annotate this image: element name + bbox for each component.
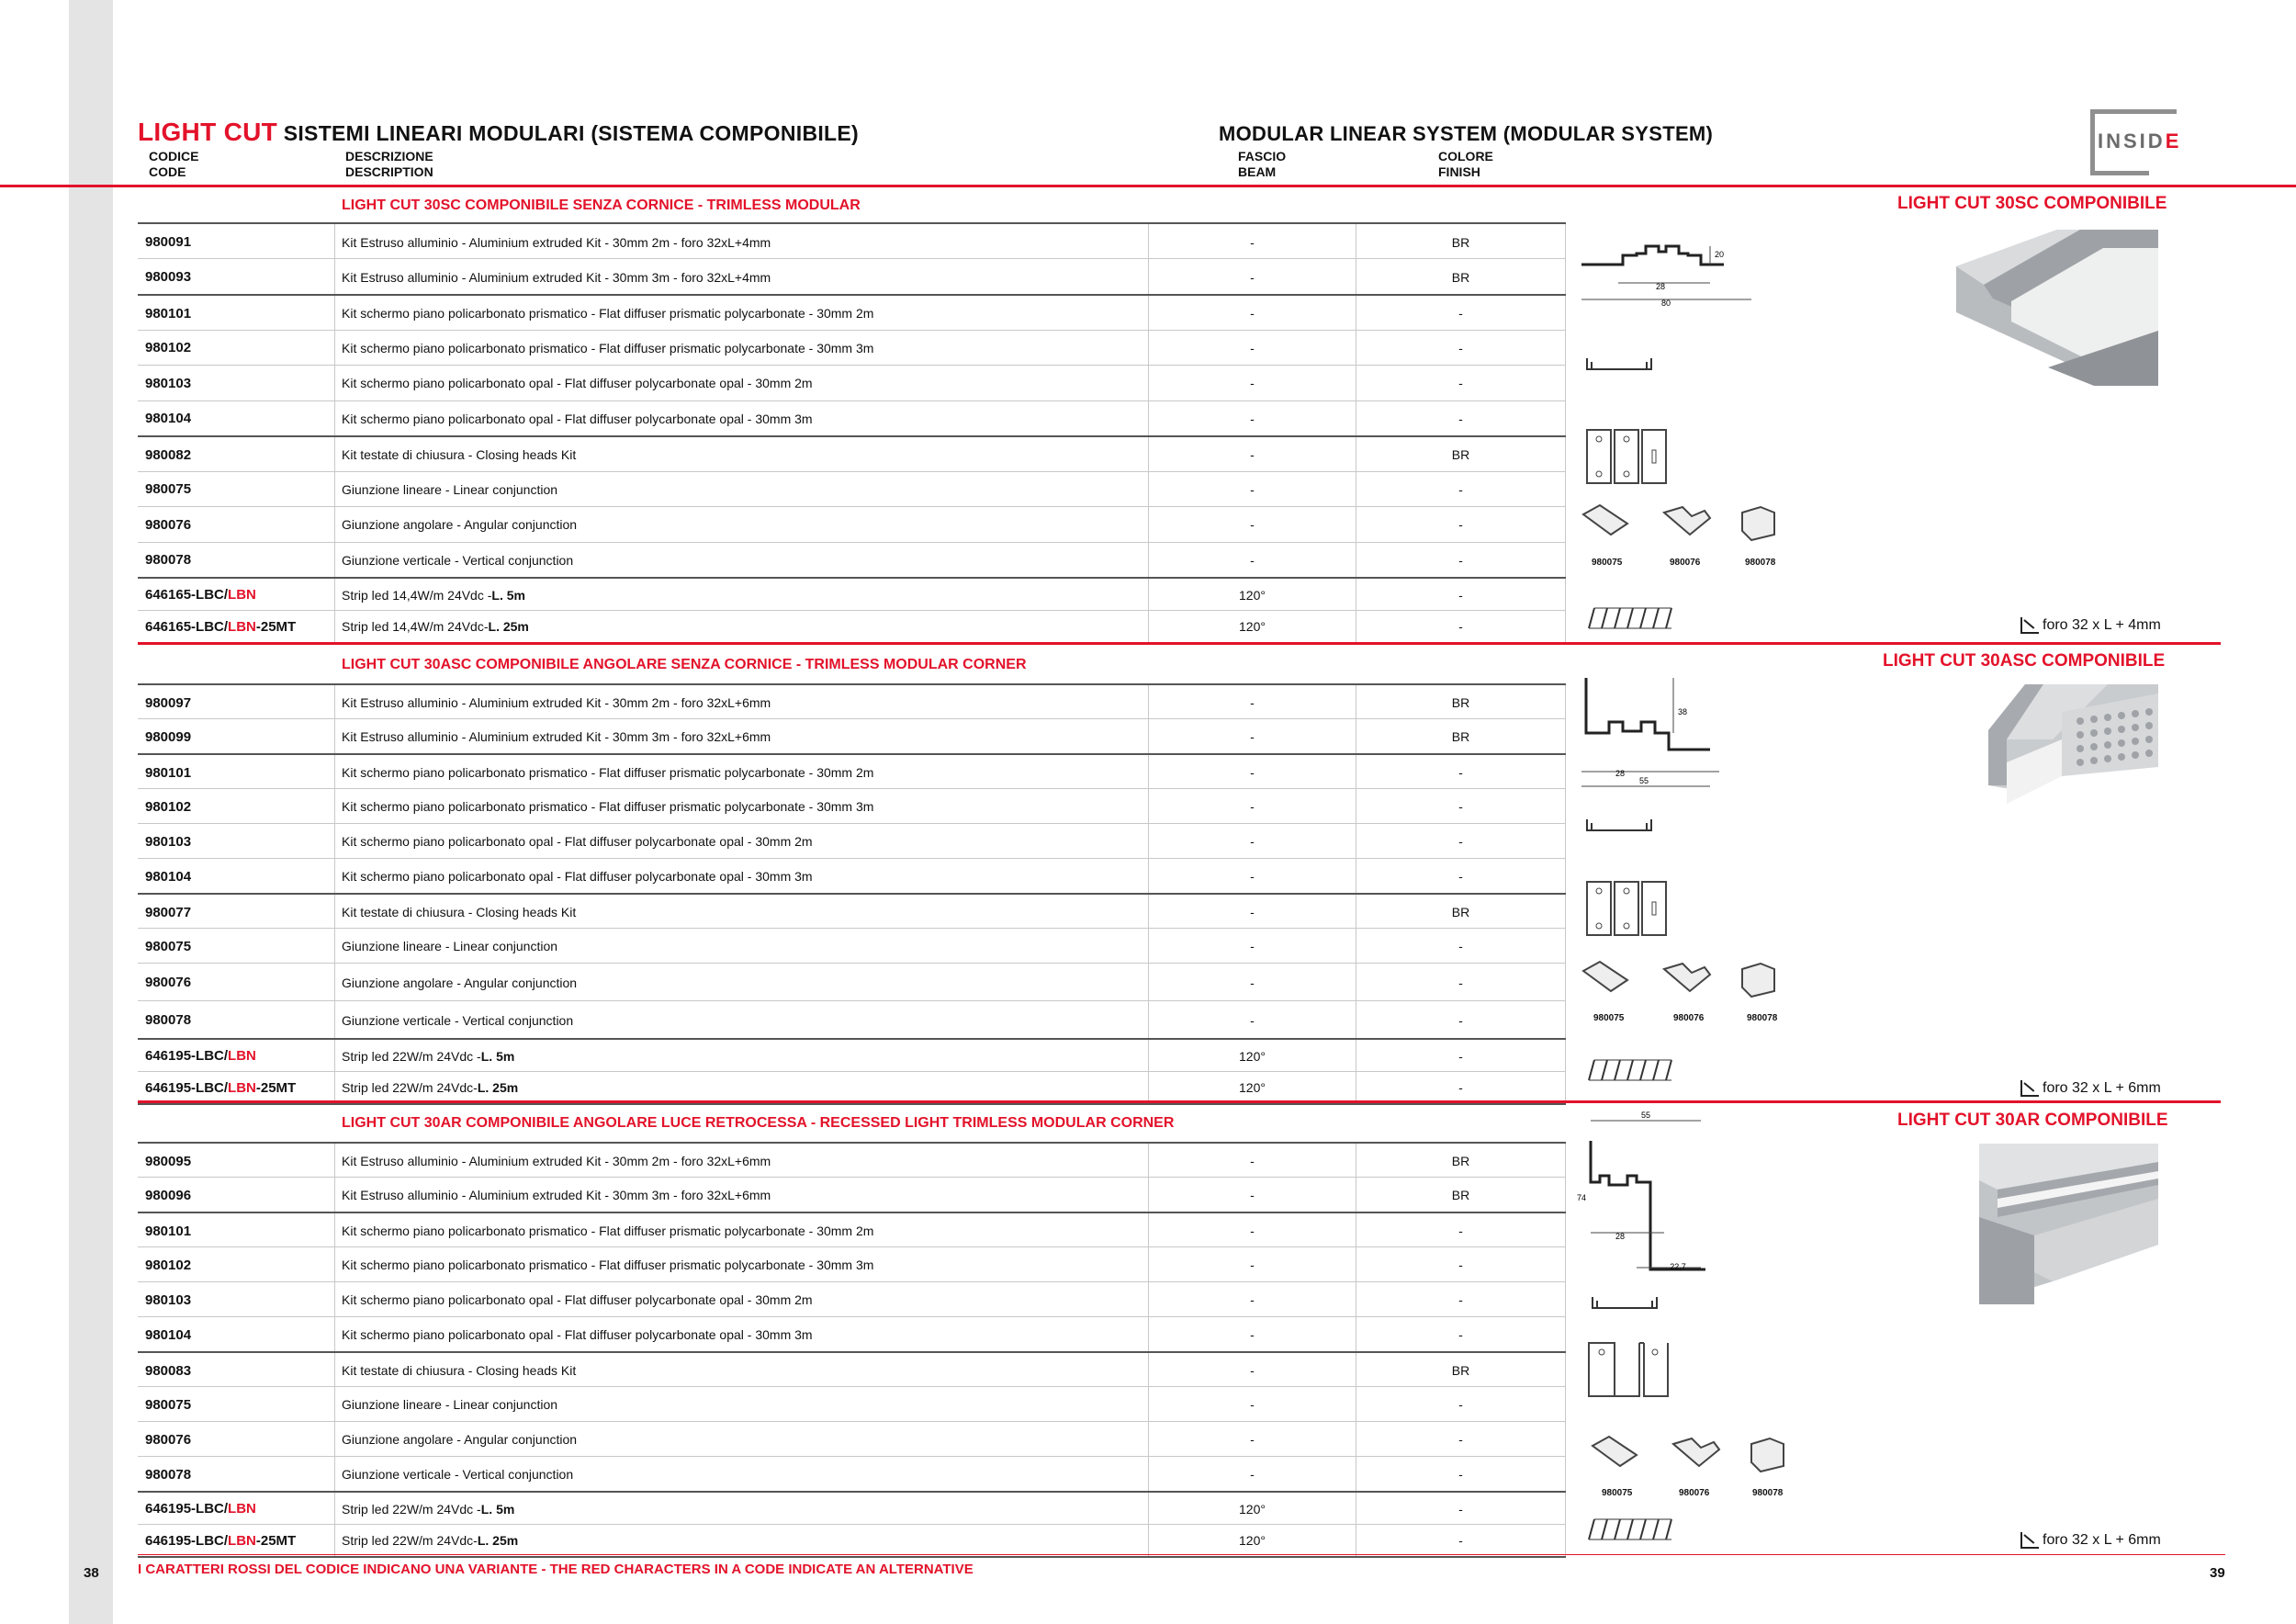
beam-value: - (1148, 1422, 1356, 1457)
section-title: LIGHT CUT 30ASC COMPONIBILE ANGOLARE SENZA CORNICE - TRIMLESS MODULAR CORNER (342, 657, 1027, 672)
dim-label: 38 (1677, 707, 1688, 716)
beam-value: - (1148, 507, 1356, 543)
diffuser-drawing (1587, 356, 1660, 375)
hole-note: foro 32 x L + 6mm (2020, 1532, 2161, 1549)
header-divider (0, 185, 2296, 187)
beam-value: - (1148, 437, 1356, 473)
code-variant: LBN (228, 618, 256, 635)
finish-value: - (1356, 1422, 1566, 1457)
product-title: LIGHT CUT 30SC COMPONIBILE (1897, 194, 2167, 213)
product-description: Kit schermo piano policarbonato opal - Flat diffuser polycarbonate opal - 30mm 3m (334, 1317, 1142, 1352)
product-description: Strip led 22W/m 24Vdc - L. 5m (334, 1493, 1142, 1526)
beam-value: - (1148, 331, 1356, 367)
product-description: Kit schermo piano policarbonato opal - Flat diffuser polycarbonate opal - 30mm 2m (334, 1282, 1142, 1317)
table-row (138, 1316, 1566, 1352)
beam-value: - (1148, 1387, 1356, 1422)
table-row (138, 1071, 1566, 1105)
dim-label: 74 (1576, 1193, 1587, 1202)
finish-value: - (1356, 1282, 1566, 1317)
dim-label: 28 (1615, 1232, 1626, 1241)
product-description: Kit schermo piano policarbonato prismatico - Flat diffuser prismatic polycarbonate - 30mm 2m (334, 1213, 1142, 1248)
finish-value: - (1356, 929, 1566, 964)
finish-value: BR (1356, 1178, 1566, 1212)
product-code: 646195-LBC/ LBN (145, 1048, 256, 1065)
product-code: 980076 (145, 975, 192, 990)
section-table-end (138, 1556, 1566, 1558)
code-variant: LBN (228, 1501, 256, 1517)
finish-value: - (1356, 579, 1566, 612)
table-row (138, 683, 1566, 720)
product-description: Kit schermo piano policarbonato opal - Flat diffuser polycarbonate opal - 30mm 3m (334, 859, 1142, 894)
finish-value: BR (1356, 685, 1566, 720)
product-title: LIGHT CUT 30AR COMPONIBILE (1897, 1111, 2168, 1130)
table-row (138, 471, 1566, 508)
product-code: 980103 (145, 1291, 192, 1308)
col-header-finish: COLORE FINISH (1438, 149, 1493, 179)
hole-cut-icon (2020, 617, 2039, 634)
product-description: Giunzione angolare - Angular conjunction (334, 964, 1142, 1001)
product-image-30ar (1979, 1144, 2158, 1304)
section-divider (138, 1100, 2221, 1103)
diffuser-drawing (1593, 1295, 1666, 1314)
finish-value: - (1356, 296, 1566, 332)
product-description: Kit Estruso alluminio - Aluminium extruded Kit - 30mm 3m - foro 32xL+6mm (334, 719, 1142, 754)
product-description: Giunzione verticale - Vertical conjunction (334, 1457, 1142, 1492)
dim-label: 80 (1660, 299, 1671, 308)
finish-value: - (1356, 507, 1566, 543)
product-code: 980075 (145, 1396, 192, 1413)
accessory-code: 980075 (1602, 1488, 1633, 1498)
table-row (138, 610, 1566, 644)
finish-value: - (1356, 543, 1566, 579)
product-description: Kit schermo piano policarbonato prismatico - Flat diffuser prismatic polycarbonate - 30mm 3m (334, 789, 1142, 824)
beam-value: - (1148, 296, 1356, 332)
table-row (138, 1351, 1566, 1388)
led-strip-icon (1587, 604, 1674, 632)
product-description: Kit schermo piano policarbonato opal - Flat diffuser polycarbonate opal - 30mm 2m (334, 366, 1142, 401)
product-code: 980076 (145, 1431, 192, 1448)
product-code: 980102 (145, 798, 192, 815)
dim-label: 55 (1640, 1111, 1651, 1120)
product-code: 980103 (145, 375, 192, 391)
product-code: 980101 (145, 305, 192, 321)
hole-cut-icon (2020, 1080, 2039, 1097)
product-code: 646165-LBC/ LBN (145, 587, 256, 603)
product-description: Giunzione verticale - Vertical conjunction (334, 1001, 1142, 1039)
product-description: Giunzione angolare - Angular conjunction (334, 1422, 1142, 1457)
profile-drawing-30asc (1581, 678, 1765, 788)
finish-value: - (1356, 1247, 1566, 1282)
finish-value: - (1356, 964, 1566, 1001)
dim-label: 20 (1714, 250, 1725, 259)
product-description: Kit testate di chiusura - Closing heads Kit (334, 437, 1142, 473)
product-code: 980104 (145, 868, 192, 885)
beam-value: - (1148, 964, 1356, 1001)
product-description: Kit testate di chiusura - Closing heads Kit (334, 1353, 1142, 1388)
beam-value: - (1148, 929, 1356, 964)
beam-value: - (1148, 401, 1356, 437)
finish-value: - (1356, 755, 1566, 790)
beam-value: - (1148, 259, 1356, 295)
table-row (138, 294, 1566, 332)
product-description: Giunzione angolare - Angular conjunction (334, 507, 1142, 543)
table-row (138, 542, 1566, 579)
finish-value: - (1356, 1525, 1566, 1558)
product-code: 980101 (145, 1223, 192, 1239)
col-header-code: CODICE CODE (149, 149, 199, 179)
code-suffix: -25MT (255, 618, 297, 635)
table-row (138, 435, 1566, 473)
hole-cut-icon (2020, 1532, 2039, 1549)
beam-value: - (1148, 1178, 1356, 1212)
table-row (138, 1038, 1566, 1073)
finish-value: - (1356, 1001, 1566, 1039)
section-table-end (138, 1103, 1566, 1105)
finish-value: BR (1356, 259, 1566, 295)
product-description: Kit schermo piano policarbonato prismatico - Flat diffuser prismatic polycarbonate - 30mm 3m (334, 1247, 1142, 1282)
table-row (138, 1421, 1566, 1457)
dim-label: 28 (1615, 769, 1626, 778)
product-code: 646195-LBC/ LBN -25MT (145, 1079, 297, 1096)
product-code: 980076 (145, 516, 192, 533)
product-code: 980078 (145, 552, 192, 569)
beam-value: - (1148, 1247, 1356, 1282)
product-description: Kit Estruso alluminio - Aluminium extruded Kit - 30mm 2m - foro 32xL+6mm (334, 685, 1142, 720)
code-variant: LBN (228, 1079, 256, 1096)
finish-value: - (1356, 472, 1566, 508)
finish-value: - (1356, 1213, 1566, 1248)
product-code: 980082 (145, 446, 192, 463)
accessory-code: 980078 (1752, 1488, 1784, 1498)
led-strip-icon (1587, 1056, 1674, 1084)
product-code: 646195-LBC/ LBN (145, 1501, 256, 1517)
section-divider (138, 642, 2221, 645)
col-header-description: DESCRIZIONE DESCRIPTION (345, 149, 433, 179)
conjunction-drawings (1581, 503, 1802, 549)
table-row (138, 400, 1566, 437)
product-description: Strip led 22W/m 24Vdc- L. 25m (334, 1525, 1142, 1558)
beam-value: - (1148, 789, 1356, 824)
product-title: LIGHT CUT 30ASC COMPONIBILE (1883, 651, 2166, 671)
beam-value: - (1148, 859, 1356, 894)
finish-value: - (1356, 1040, 1566, 1073)
finish-value: - (1356, 1072, 1566, 1105)
product-code: 980102 (145, 1257, 192, 1273)
table-row (138, 1000, 1566, 1039)
code-variant: LBN (228, 1532, 256, 1549)
product-code: 980078 (145, 1466, 192, 1483)
page-number-right: 39 (2210, 1565, 2225, 1581)
product-code: 980102 (145, 340, 192, 356)
accessory-code: 980075 (1593, 1013, 1625, 1023)
accessory-code: 980078 (1745, 558, 1776, 568)
table-row (138, 1386, 1566, 1422)
length-label: L. 25m (477, 1533, 519, 1549)
finish-value: - (1356, 331, 1566, 367)
page-gutter (69, 0, 113, 1624)
table-row (138, 893, 1566, 930)
led-strip-icon (1587, 1516, 1674, 1543)
length-label: L. 25m (477, 1080, 519, 1096)
hole-note: foro 32 x L + 4mm (2020, 617, 2161, 634)
product-code: 646165-LBC/ LBN -25MT (145, 618, 297, 635)
finish-value: BR (1356, 895, 1566, 930)
col-header-beam: FASCIO BEAM (1238, 149, 1287, 179)
product-description: Kit schermo piano policarbonato opal - Flat diffuser polycarbonate opal - 30mm 2m (334, 824, 1142, 859)
title-english: MODULAR LINEAR SYSTEM (MODULAR SYSTEM) (1219, 122, 1714, 145)
table-row (138, 823, 1566, 859)
product-description: Kit testate di chiusura - Closing heads Kit (334, 895, 1142, 930)
code-suffix: -25MT (255, 1532, 297, 1549)
diffuser-drawing (1587, 818, 1660, 836)
finish-value: BR (1356, 1144, 1566, 1179)
footer-divider (138, 1554, 2225, 1555)
beam-value: - (1148, 543, 1356, 579)
section-title: LIGHT CUT 30AR COMPONIBILE ANGOLARE LUCE RETROCESSA - RECESSED LIGHT TRIMLESS MODULAR CORNER (342, 1115, 1175, 1131)
table-row (138, 858, 1566, 894)
code-suffix: -25MT (255, 1079, 297, 1096)
beam-value: - (1148, 366, 1356, 401)
table-row (138, 1212, 1566, 1248)
table-row (138, 330, 1566, 367)
length-label: L. 5m (480, 1501, 515, 1517)
table-row (138, 1524, 1566, 1558)
page-number-left: 38 (84, 1565, 99, 1581)
product-code: 980077 (145, 904, 192, 920)
product-description: Kit schermo piano policarbonato opal - Flat diffuser polycarbonate opal - 30mm 3m (334, 401, 1142, 437)
product-description: Kit schermo piano policarbonato prismatico - Flat diffuser prismatic polycarbonate - 30mm 2m (334, 296, 1142, 332)
product-code: 980091 (145, 234, 192, 250)
product-code: 980075 (145, 481, 192, 498)
finish-value: BR (1356, 224, 1566, 260)
beam-value: - (1148, 1353, 1356, 1388)
dim-label: 55 (1638, 776, 1649, 785)
table-row (138, 1142, 1566, 1179)
accessory-code: 980076 (1670, 558, 1701, 568)
table-row (138, 506, 1566, 543)
finish-value: - (1356, 611, 1566, 644)
beam-value: - (1148, 472, 1356, 508)
profile-drawing-30ar (1576, 1111, 1765, 1279)
finish-value: - (1356, 1317, 1566, 1352)
product-description: Kit Estruso alluminio - Aluminium extruded Kit - 30mm 3m - foro 32xL+4mm (334, 259, 1142, 295)
product-code: 980093 (145, 269, 192, 285)
page-title (138, 118, 859, 147)
finish-value: BR (1356, 437, 1566, 473)
product-description: Strip led 22W/m 24Vdc- L. 25m (334, 1072, 1142, 1105)
beam-value: - (1148, 1282, 1356, 1317)
table-row (138, 788, 1566, 824)
product-description: Kit schermo piano policarbonato prismatico - Flat diffuser prismatic polycarbonate - 30mm 3m (334, 331, 1142, 367)
product-code: 980101 (145, 764, 192, 781)
product-description: Giunzione verticale - Vertical conjunction (334, 543, 1142, 579)
table-row (138, 1456, 1566, 1492)
beam-value: 120° (1148, 611, 1356, 644)
product-code: 980097 (145, 694, 192, 711)
product-code: 980078 (145, 1012, 192, 1028)
product-description: Kit Estruso alluminio - Aluminium extruded Kit - 30mm 2m - foro 32xL+4mm (334, 224, 1142, 260)
finish-value: - (1356, 1457, 1566, 1492)
product-description: Strip led 14,4W/m 24Vdc- L. 25m (334, 611, 1142, 644)
finish-value: - (1356, 1387, 1566, 1422)
product-description: Giunzione lineare - Linear conjunction (334, 472, 1142, 508)
beam-value: - (1148, 1213, 1356, 1248)
table-row (138, 222, 1566, 260)
accessory-code: 980076 (1679, 1488, 1710, 1498)
title-italian: SISTEMI LINEARI MODULARI (SISTEMA COMPONIBILE) (283, 121, 859, 145)
closing-heads-drawing (1587, 882, 1670, 937)
beam-value: 120° (1148, 1493, 1356, 1526)
finish-value: - (1356, 859, 1566, 894)
product-image-30sc (1956, 230, 2158, 386)
product-description: Kit Estruso alluminio - Aluminium extruded Kit - 30mm 2m - foro 32xL+6mm (334, 1144, 1142, 1179)
brand-name: LIGHT CUT (138, 118, 278, 146)
accessory-code: 980078 (1747, 1013, 1778, 1023)
finish-value: - (1356, 824, 1566, 859)
beam-value: - (1148, 1001, 1356, 1039)
table-row (138, 1246, 1566, 1282)
product-description: Giunzione lineare - Linear conjunction (334, 1387, 1142, 1422)
table-row (138, 365, 1566, 401)
beam-value: 120° (1148, 579, 1356, 612)
beam-value: - (1148, 224, 1356, 260)
beam-value: - (1148, 824, 1356, 859)
beam-value: - (1148, 719, 1356, 754)
accessory-code: 980076 (1673, 1013, 1705, 1023)
inside-logo: INSIDE (2090, 109, 2199, 175)
table-row (138, 1281, 1566, 1317)
beam-value: - (1148, 895, 1356, 930)
table-row (138, 258, 1566, 295)
dim-label: 22,7 (1670, 1262, 1686, 1271)
profile-drawing-30sc (1581, 228, 1765, 310)
beam-value: - (1148, 1317, 1356, 1352)
finish-value: BR (1356, 719, 1566, 754)
footer-note: I CARATTERI ROSSI DEL CODICE INDICANO UNA VARIANTE - THE RED CHARACTERS IN A CODE INDICATE AN ALTERNATIVE (138, 1562, 974, 1577)
conjunction-drawings (1591, 1435, 1811, 1481)
product-description: Strip led 22W/m 24Vdc - L. 5m (334, 1040, 1142, 1073)
product-code: 980075 (145, 938, 192, 954)
product-description: Giunzione lineare - Linear conjunction (334, 929, 1142, 964)
length-label: L. 25m (488, 619, 529, 635)
beam-value: - (1148, 685, 1356, 720)
length-label: L. 5m (491, 587, 525, 603)
finish-value: - (1356, 401, 1566, 437)
product-code: 646195-LBC/ LBN -25MT (145, 1532, 297, 1549)
beam-value: 120° (1148, 1040, 1356, 1073)
table-row (138, 718, 1566, 754)
code-variant: LBN (228, 1048, 256, 1065)
product-code: 980099 (145, 728, 192, 745)
accessory-code: 980075 (1592, 558, 1623, 568)
finish-value: - (1356, 789, 1566, 824)
product-description: Strip led 14,4W/m 24Vdc - L. 5m (334, 579, 1142, 612)
product-code: 980103 (145, 833, 192, 850)
finish-value: - (1356, 366, 1566, 401)
finish-value: BR (1356, 1353, 1566, 1388)
beam-value: - (1148, 1457, 1356, 1492)
length-label: L. 5m (480, 1048, 515, 1064)
table-row (138, 928, 1566, 964)
product-code: 980104 (145, 1326, 192, 1343)
table-row (138, 1491, 1566, 1526)
beam-value: - (1148, 755, 1356, 790)
beam-value: - (1148, 1144, 1356, 1179)
hole-note: foro 32 x L + 6mm (2020, 1080, 2161, 1097)
product-code: 980095 (145, 1153, 192, 1169)
table-row (138, 577, 1566, 612)
table-row (138, 753, 1566, 790)
product-code: 980083 (145, 1362, 192, 1379)
table-row (138, 963, 1566, 1001)
product-image-30asc (1988, 684, 2158, 831)
closing-heads-drawing (1589, 1343, 1671, 1398)
conjunction-drawings (1581, 960, 1802, 1006)
beam-value: 120° (1148, 1525, 1356, 1558)
dim-label: 28 (1655, 282, 1666, 291)
beam-value: 120° (1148, 1072, 1356, 1105)
table-row (138, 1177, 1566, 1212)
closing-heads-drawing (1587, 430, 1670, 485)
product-code: 980096 (145, 1187, 192, 1203)
code-variant: LBN (228, 587, 256, 603)
section-title: LIGHT CUT 30SC COMPONIBILE SENZA CORNICE - TRIMLESS MODULAR (342, 197, 861, 213)
product-description: Kit schermo piano policarbonato prismatico - Flat diffuser prismatic polycarbonate - 30mm 2m (334, 755, 1142, 790)
finish-value: - (1356, 1493, 1566, 1526)
product-code: 980104 (145, 411, 192, 427)
product-description: Kit Estruso alluminio - Aluminium extruded Kit - 30mm 3m - foro 32xL+6mm (334, 1178, 1142, 1212)
